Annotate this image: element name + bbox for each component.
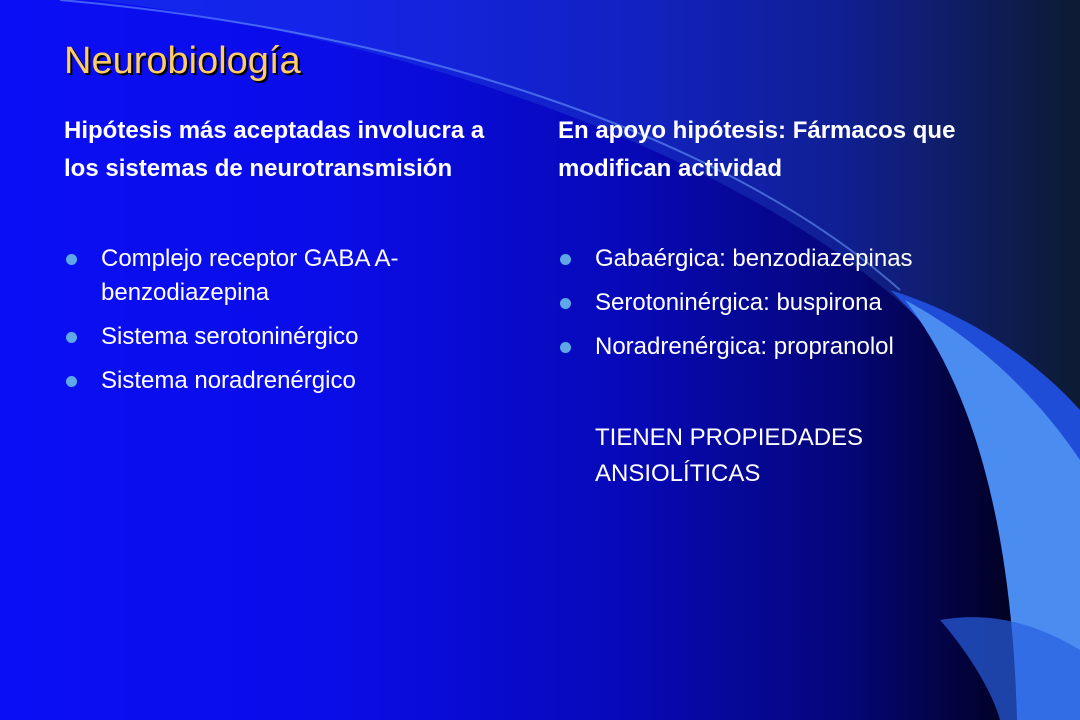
list-item: [64, 364, 514, 398]
bullet-text: Gabaérgica: benzodiazepinas: [595, 245, 913, 272]
left-column-heading: Hipótesis más aceptadas involucra a los sistemas de neurotransmisión: [64, 117, 485, 182]
bullet-text: Sistema noradrenérgico: [101, 367, 356, 394]
list-item: [558, 286, 1028, 320]
bullet-dot-icon: [560, 342, 571, 353]
right-bullet-list: [558, 242, 1028, 374]
right-column-heading: En apoyo hipótesis: Fármacos que modifican actividad: [558, 117, 956, 182]
conclusion-text: TIENEN PROPIEDADES ANSIOLÍTICAS: [595, 424, 864, 487]
bullet-text: Sistema serotoninérgico: [101, 323, 359, 350]
bullet-dot-icon: [560, 254, 571, 265]
bullet-dot-icon: [66, 254, 77, 265]
list-item: [64, 242, 514, 310]
list-item: [558, 242, 1028, 276]
bullet-text: Serotoninérgica: buspirona: [595, 289, 882, 316]
bullet-dot-icon: [66, 376, 77, 387]
bullet-dot-icon: [66, 332, 77, 343]
list-item: [558, 330, 1028, 364]
bullet-dot-icon: [560, 298, 571, 309]
slide-title: Neurobiología: [64, 40, 301, 82]
left-bullet-list: [64, 242, 514, 408]
bullet-text: Noradrenérgica: propranolol: [595, 333, 894, 360]
bullet-text: Complejo receptor GABA A-benzodiazepina: [101, 245, 399, 306]
list-item: [64, 320, 514, 354]
